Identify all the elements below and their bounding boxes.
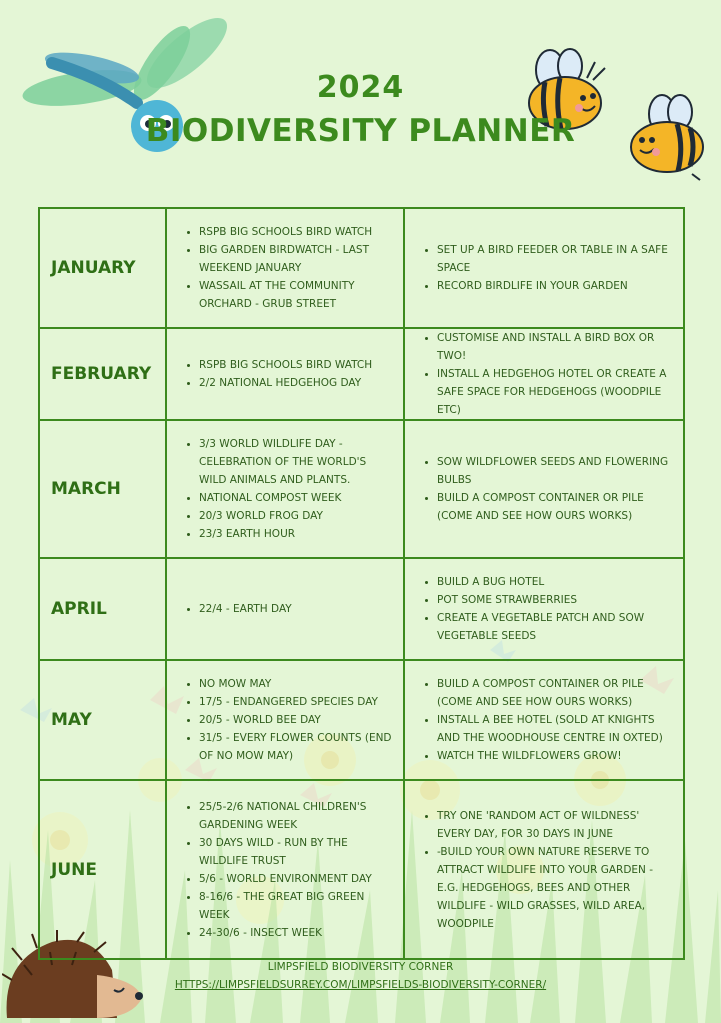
action-item: • BUILD A COMPOST CONTAINER OR PILE (COME AND SEE HOW OURS WORKS) — [437, 675, 675, 711]
month-name: MARCH — [39, 420, 166, 558]
action-item: • POT SOME STRAWBERRIES — [437, 591, 675, 609]
events-cell — [166, 780, 404, 959]
planner-row-april — [39, 558, 684, 660]
event-item: • 23/3 EARTH HOUR — [199, 525, 395, 543]
event-item: • 3/3 WORLD WILDLIFE DAY - CELEBRATION OF THE WORLD'S WILD ANIMALS AND PLANTS. — [199, 435, 395, 489]
event-item: • 2/2 NATIONAL HEDGEHOG DAY — [199, 374, 395, 392]
events-cell — [166, 558, 404, 660]
planner-row-february — [39, 328, 684, 420]
planner-year: 2024 — [316, 70, 405, 105]
event-item: • BIG GARDEN BIRDWATCH - LAST WEEKEND JANUARY — [199, 241, 395, 277]
event-item: • 22/4 - EARTH DAY — [199, 600, 395, 618]
events-cell — [166, 328, 404, 420]
actions-cell — [404, 208, 684, 328]
event-item: • NATIONAL COMPOST WEEK — [199, 489, 395, 507]
month-name: JANUARY — [39, 208, 166, 328]
actions-cell — [404, 328, 684, 420]
events-list — [167, 223, 403, 313]
planner-row-march — [39, 420, 684, 558]
action-item: • RECORD BIRDLIFE IN YOUR GARDEN — [437, 277, 675, 295]
action-item: • BUILD A BUG HOTEL — [437, 573, 675, 591]
event-item: • 24-30/6 - INSECT WEEK — [199, 924, 395, 942]
action-item: • INSTALL A BEE HOTEL (SOLD AT KNIGHTS AND THE WOODHOUSE CENTRE IN OXTED) — [437, 711, 675, 747]
footer-organisation: LIMPSFIELD BIODIVERSITY CORNER — [267, 961, 454, 973]
events-list — [167, 600, 403, 618]
month-name: JUNE — [39, 780, 166, 959]
action-item: • CUSTOMISE AND INSTALL A BIRD BOX OR TWO! — [437, 329, 675, 365]
event-item: • 17/5 - ENDANGERED SPECIES DAY — [199, 693, 395, 711]
actions-list — [405, 329, 683, 419]
actions-list — [405, 241, 683, 295]
actions-cell — [404, 780, 684, 959]
action-item: • TRY ONE 'RANDOM ACT OF WILDNESS' EVERY DAY, FOR 30 DAYS IN JUNE — [437, 807, 675, 843]
planner-row-june — [39, 780, 684, 959]
planner-table — [38, 207, 685, 960]
events-list — [167, 356, 403, 392]
planner-body — [39, 208, 684, 959]
action-item: • INSTALL A HEDGEHOG HOTEL OR CREATE A SAFE SPACE FOR HEDGEHOGS (WOODPILE ETC) — [437, 365, 675, 419]
event-item: • RSPB BIG SCHOOLS BIRD WATCH — [199, 356, 395, 374]
event-item: • WASSAIL AT THE COMMUNITY ORCHARD - GRUB STREET — [199, 277, 395, 313]
footer-link[interactable]: HTTPS://LIMPSFIELDSURREY.COM/LIMPSFIELDS-BIODIVERSITY-CORNER/ — [174, 979, 547, 991]
events-list — [167, 435, 403, 543]
footer — [0, 961, 721, 992]
actions-list — [405, 807, 683, 933]
event-item: • 20/5 - WORLD BEE DAY — [199, 711, 395, 729]
actions-cell — [404, 420, 684, 558]
actions-list — [405, 573, 683, 645]
planner-row-january — [39, 208, 684, 328]
event-item: • 20/3 WORLD FROG DAY — [199, 507, 395, 525]
actions-cell — [404, 558, 684, 660]
action-item: • SOW WILDFLOWER SEEDS AND FLOWERING BULBS — [437, 453, 675, 489]
action-item: • WATCH THE WILDFLOWERS GROW! — [437, 747, 675, 765]
planner-row-may — [39, 660, 684, 780]
event-item: • 25/5-2/6 NATIONAL CHILDREN'S GARDENING WEEK — [199, 798, 395, 834]
events-cell — [166, 660, 404, 780]
event-item: • NO MOW MAY — [199, 675, 395, 693]
events-list — [167, 675, 403, 765]
header — [0, 70, 721, 149]
events-cell — [166, 420, 404, 558]
actions-list — [405, 453, 683, 525]
events-cell — [166, 208, 404, 328]
event-item: • 30 DAYS WILD - RUN BY THE WILDLIFE TRUST — [199, 834, 395, 870]
month-name: FEBRUARY — [39, 328, 166, 420]
actions-cell — [404, 660, 684, 780]
month-name: MAY — [39, 660, 166, 780]
event-item: • RSPB BIG SCHOOLS BIRD WATCH — [199, 223, 395, 241]
action-item: • CREATE A VEGETABLE PATCH AND SOW VEGETABLE SEEDS — [437, 609, 675, 645]
action-item: • BUILD A COMPOST CONTAINER OR PILE (COME AND SEE HOW OURS WORKS) — [437, 489, 675, 525]
actions-list — [405, 675, 683, 765]
page-title: BIODIVERSITY PLANNER — [145, 113, 576, 149]
event-item: • 8-16/6 - THE GREAT BIG GREEN WEEK — [199, 888, 395, 924]
event-item: • 31/5 - EVERY FLOWER COUNTS (END OF NO MOW MAY) — [199, 729, 395, 765]
events-list — [167, 798, 403, 942]
month-name: APRIL — [39, 558, 166, 660]
action-item: • SET UP A BIRD FEEDER OR TABLE IN A SAFE SPACE — [437, 241, 675, 277]
action-item: • -BUILD YOUR OWN NATURE RESERVE TO ATTRACT WILDLIFE INTO YOUR GARDEN - E.G. HEDGEHOGS, BEES AND OTHER WILDLIFE - WILD GRASSES, WILD AREA, WOODPILE — [437, 843, 675, 933]
event-item: • 5/6 - WORLD ENVIRONMENT DAY — [199, 870, 395, 888]
